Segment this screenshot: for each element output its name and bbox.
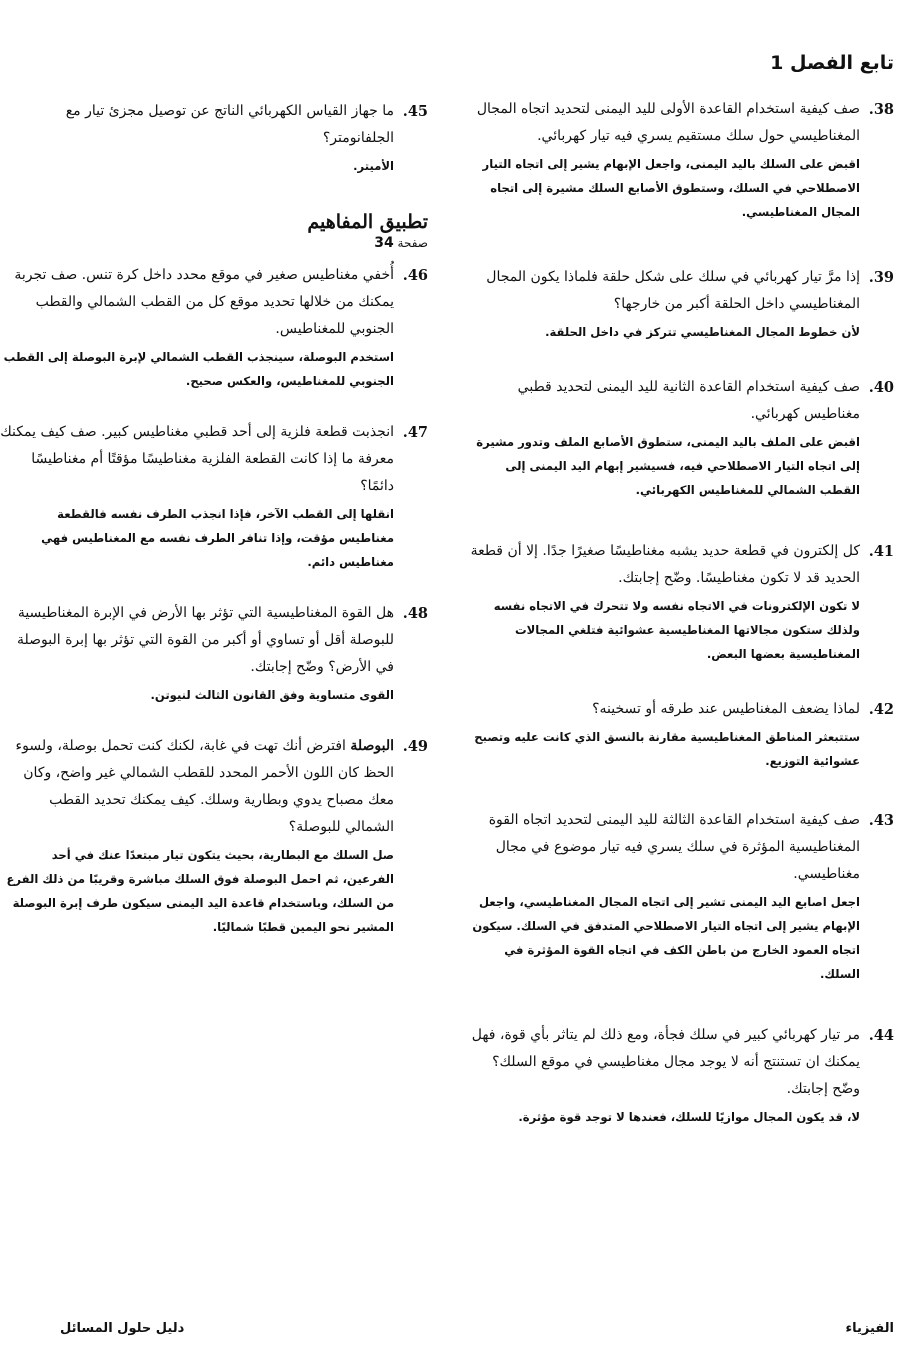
question-number: 46. [402, 267, 428, 284]
question-number: 43. [868, 812, 894, 829]
question-48 [0, 600, 428, 707]
question-49 [0, 733, 428, 939]
question-39 [462, 264, 894, 344]
question-text: صف كيفية استخدام القاعدة الثانية لليد اليمنى لتحديد قطبي مغناطيس كهربائي. [517, 379, 860, 422]
question-43 [462, 807, 894, 986]
footer-subject: الفيزياء [845, 1321, 894, 1336]
answer-text: اجعل اصابع اليد اليمنى تشير إلى اتجاه المجال المغناطيسي، واجعل الإبهام يشير إلى اتجاه التيار الاصطلاحي المتدفق في السلك. سيكون اتجاه العمود الخارج من باطن الكف في اتجاه القوة المؤثرة في السلك. [472, 895, 860, 981]
answer-text: القوى متساوية وفق القانون الثالث لنيوتن. [150, 688, 394, 702]
answer-text: ستتبعثر المناطق المغناطيسية مقارنة بالنسق الذي كانت عليه وتصبح عشوائية التوزيع. [474, 730, 860, 768]
question-38 [462, 96, 894, 224]
question-number: 41. [868, 543, 894, 560]
right-column [462, 96, 894, 1129]
question-number: 48. [402, 605, 428, 622]
question-45 [0, 98, 428, 178]
section-page-number: 34 [374, 235, 394, 251]
question-number: 38. [868, 101, 894, 118]
question-lead: البوصلة [350, 738, 394, 754]
question-text: صف كيفية استخدام القاعدة الثالثة لليد اليمنى لتحديد اتجاه القوة المغناطيسية المؤثرة في سلك يسري فيه تيار موضوع في مجال مغناطيسي. [488, 812, 860, 882]
answer-text: لا تكون الإلكترونات في الاتجاه نفسه ولا تتحرك في الاتجاه نفسه ولذلك ستكون مجالاتها المغناطيسية عشوائية فتلغي المجالات المغناطيسية بعضها البعض. [493, 599, 860, 661]
question-46 [0, 262, 428, 393]
question-number: 40. [868, 379, 894, 396]
left-column-top [0, 98, 428, 178]
question-text: هل القوة المغناطيسية التي تؤثر بها الأرض في الإبرة المغناطيسية للبوصلة أقل أو تساوي أو أكبر من القوة التي تؤثر بها إبرة البوصلة في الأرض؟ وضّح إجابتك. [16, 605, 394, 675]
question-text: صف كيفية استخدام القاعدة الأولى لليد اليمنى لتحديد اتجاه المجال المغناطيسي حول سلك مستقيم يسري فيه تيار كهربائي. [476, 101, 860, 144]
section-header [0, 210, 428, 252]
question-text: كل إلكترون في قطعة حديد يشبه مغناطيسًا صغيرًا جدًا. إلا أن قطعة الحديد قد لا تكون مغناطيسًا. وضّح إجابتك. [470, 543, 860, 586]
question-44 [462, 1022, 894, 1129]
answer-text: استخدم البوصلة، سينجذب القطب الشمالي لإبرة البوصلة إلى القطب الجنوبي للمغناطيس، والعكس صحيح. [3, 350, 394, 388]
left-column-questions [0, 262, 428, 939]
question-42 [462, 696, 894, 773]
question-text: مر تيار كهربائي كبير في سلك فجأة، ومع ذلك لم يتاثر بأي قوة، فهل يمكنك ان تستنتج أنه لا يوجد مجال مغناطيسي في موقع السلك؟ وضّح إجابتك. [471, 1027, 860, 1097]
question-40 [462, 374, 894, 502]
question-number: 39. [868, 269, 894, 286]
answer-text: اقبض على الملف باليد اليمنى، ستطوق الأصابع الملف وتدور مشيرة إلى اتجاه التيار الاصطلاحي فيه، فسيشير إبهام اليد اليمنى إلى القطب الشمالي للمغناطيس الكهربائي. [476, 435, 860, 497]
question-text-rest: افترض أنك تهت في غابة، لكنك كنت تحمل بوصلة، ولسوء الحظ كان اللون الأحمر المحدد للقطب الشمالي غير واضح، وكان معك مصباح يدوي وبطارية وسلك. كيف يمكنك تحديد القطب الشمالي للبوصلة؟ [15, 738, 394, 835]
left-column [0, 98, 428, 939]
question-text: انجذبت قطعة فلزية إلى أحد قطبي مغناطيس كبير. صف كيف يمكنك معرفة ما إذا كانت القطعة الفلزية مغناطيسًا مؤقتًا أم مغناطيسًا دائمًا؟ [0, 424, 394, 494]
section-title: تطبيق المفاهيم [307, 211, 428, 233]
question-41 [462, 538, 894, 666]
question-text: لماذا يضعف المغناطيس عند طرقه أو تسخينه؟ [592, 701, 860, 717]
answer-text: لأن خطوط المجال المغناطيسي تتركز في داخل الحلقة. [545, 325, 860, 339]
question-number: 42. [868, 701, 894, 718]
question-text: ما جهاز القياس الكهربائي الناتج عن توصيل مجزئ تيار مع الجلفانومتر؟ [65, 103, 394, 146]
footer-guide-title: دليل حلول المسائل [60, 1321, 185, 1336]
question-text: أُخفي مغناطيس صغير في موقع محدد داخل كرة تنس. صف تجربة يمكنك من خلالها تحديد موقع كل من القطب الشمالي والقطب الجنوبي للمغناطيس. [14, 267, 394, 337]
question-number: 49. [402, 738, 428, 755]
answer-text: صل السلك مع البطارية، بحيث يتكون تيار مبتعدًا عنك في أحد الفرعين، ثم احمل البوصلة فوق السلك مباشرة وقريبًا من ذلك الفرع من السلك، وباستخدام قاعدة اليد اليمنى سيكون طرف إبرة البوصلة المشير نحو اليمين قطبًا شماليًا. [6, 848, 394, 934]
section-page-ref [0, 234, 428, 252]
answer-text: لا، قد يكون المجال موازيًا للسلك، فعندها لا توجد قوة مؤثرة. [518, 1110, 860, 1124]
answer-text: اقبض على السلك باليد اليمنى، واجعل الإبهام يشير إلى اتجاه التيار الاصطلاحي في السلك، وستطوق الأصابع السلك مشيرة إلى اتجاه المجال المغناطيسي. [482, 157, 860, 219]
chapter-heading: تابع الفصل 1 [770, 52, 894, 74]
question-number: 47. [402, 424, 428, 441]
question-text [0, 733, 394, 841]
question-number: 44. [868, 1027, 894, 1044]
question-text: إذا مرَّ تيار كهربائي في سلك على شكل حلقة فلماذا يكون المجال المغناطيسي داخل الحلقة أكبر من خارجها؟ [486, 269, 860, 312]
answer-text: الأميتر. [353, 159, 394, 173]
section-page-label: صفحة [397, 236, 428, 250]
question-number: 45. [402, 103, 428, 120]
answer-text: انقلها إلى القطب الآخر، فإذا انجذب الطرف نفسه فالقطعة مغناطيس مؤقت، وإذا تنافر الطرف نفسه مع المغناطيس فهي مغناطيس دائم. [41, 507, 394, 569]
question-47 [0, 419, 428, 574]
